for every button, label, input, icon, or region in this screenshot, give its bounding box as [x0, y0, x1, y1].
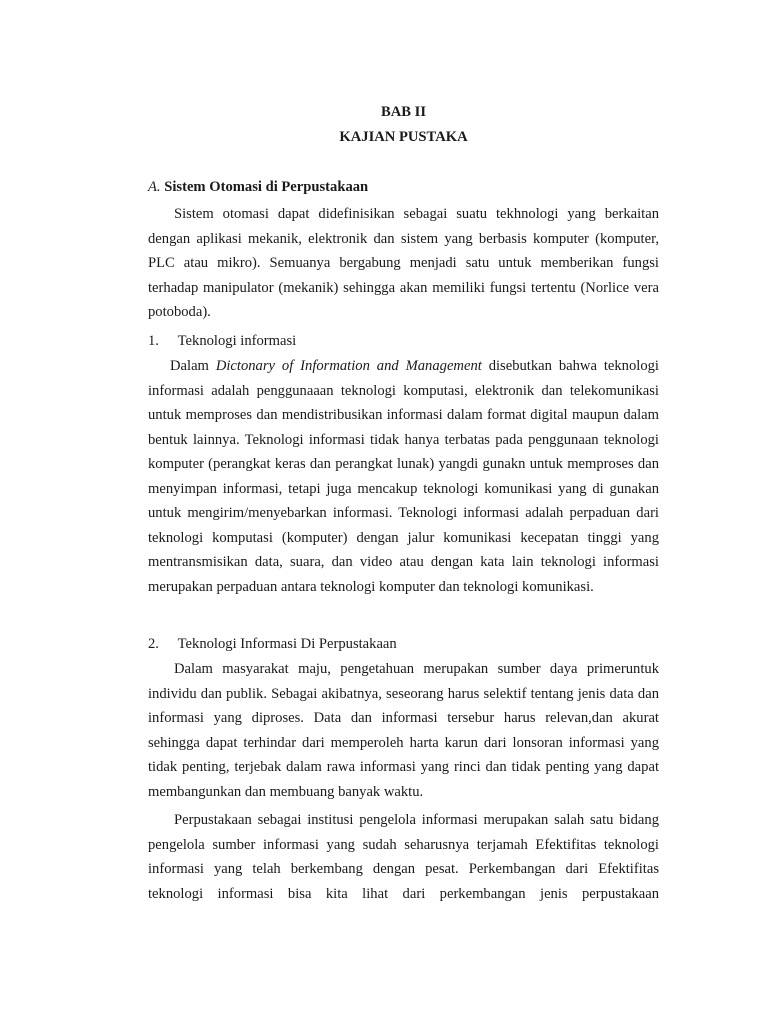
list-label: Teknologi informasi	[177, 333, 297, 349]
item-1-para-start: Dalam	[170, 358, 216, 374]
item-1-para-italic: Dictonary of Information and Management	[215, 358, 482, 374]
section-letter: A.	[148, 179, 161, 195]
list-label: Teknologi Informasi Di Perpustakaan	[177, 636, 397, 652]
list-item-1	[148, 333, 296, 350]
section-a-title: Sistem Otomasi di Perpustakaan	[164, 179, 369, 195]
list-number: 2.	[148, 636, 159, 652]
section-a-paragraph: Sistem otomasi dapat didefinisikan sebagai suatu tekhnologi yang berkaitan dengan aplikasi mekanik, elektronik dan sistem yang berbasis komputer (komputer, PLC atau mikro). Semuanya bergabung menjadi satu untuk memberikan fungsi terhadap manipulator (mekanik) sehingga akan memiliki fungsi tertentu (Norlice vera potoboda).	[148, 206, 659, 320]
item-2-paragraph-2: Perpustakaan sebagai institusi pengelola informasi merupakan salah satu bidang pengelola sumber informasi yang sudah seharusnya terjamah Efektifitas teknologi informasi yang telah berkembang dengan pesat. Perkembangan dari Efektifitas teknologi informasi bisa kita lihat dari perkembangan jenis perpustakaan	[148, 812, 659, 902]
list-item-2	[148, 636, 397, 653]
item-1-para-rest: disebutkan bahwa teknologi informasi adalah penggunaaan teknologi komputasi, elektronik dan telekomunikasi untuk memproses dan mendistribusikan informasi dalam format digital maupun dalam bentuk lainnya. Teknologi informasi tidak hanya terbatas pada penggunaan teknologi komputer (perangkat keras dan perangkat lunak) yangdi gunakn untuk memproses dan menyimpan informasi, tetapi juga mencakup teknologi komunikasi yang di gunakan untuk mengirim/menyebarkan informasi. Teknologi informasi adalah perpaduan dari teknologi komputasi (komputer) dengan jalur komunikasi kecepatan tinggi yang mentransmisikan data, suara, dan video atau dengan kata lain teknologi informasi merupakan perpaduan antara teknologi komputer dan teknologi komunikasi.	[148, 358, 659, 595]
section-a-heading	[148, 179, 368, 196]
item-2-paragraph-1: Dalam masyarakat maju, pengetahuan merupakan sumber daya primeruntuk individu dan publik. Sebagai akibatnya, seseorang harus selektif tentang jenis data dan informasi yang diproses. Data dan informasi tersebur harus relevan,dan akurat sehingga dapat terhindar dari memperoleh harta karun dari lonsoran informasi yang tidak penting, terjebak dalam rawa informasi yang rinci dan tidak penting yang dapat membangunkan dan membuang banyak waktu.	[148, 661, 659, 800]
chapter-number: BAB II	[380, 104, 426, 120]
list-number: 1.	[148, 333, 159, 349]
item-1-paragraph	[148, 354, 659, 599]
chapter-title: KAJIAN PUSTAKA	[339, 129, 468, 145]
